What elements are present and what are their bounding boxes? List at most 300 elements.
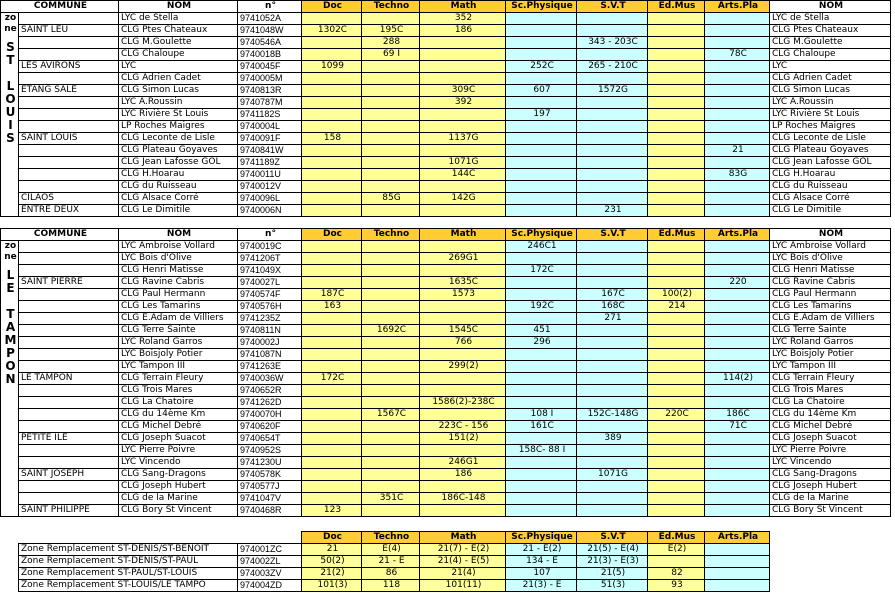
school-name-right-cell[interactable]: CLG Joseph Hubert bbox=[770, 481, 891, 493]
subject-value-cell[interactable] bbox=[705, 205, 770, 217]
subject-value-cell[interactable] bbox=[705, 544, 770, 556]
subject-value-cell[interactable]: 1567C bbox=[362, 409, 420, 421]
subject-value-cell[interactable] bbox=[705, 265, 770, 277]
subject-value-cell[interactable] bbox=[302, 385, 362, 397]
school-name-right-cell[interactable]: LP Roches Maigres bbox=[770, 121, 891, 133]
school-code-cell[interactable]: 9740096L bbox=[238, 193, 302, 205]
subject-value-cell[interactable] bbox=[362, 337, 420, 349]
subject-value-cell[interactable]: 351C bbox=[362, 493, 420, 505]
subject-value-cell[interactable] bbox=[506, 397, 577, 409]
subject-value-cell[interactable] bbox=[506, 253, 577, 265]
subject-value-cell[interactable] bbox=[705, 121, 770, 133]
school-name-cell[interactable]: CLG Ptes Chateaux bbox=[119, 25, 238, 37]
subject-value-cell[interactable] bbox=[302, 481, 362, 493]
commune-cell[interactable] bbox=[19, 157, 119, 169]
school-name-right-cell[interactable]: CLG Chaloupe bbox=[770, 49, 891, 61]
subject-value-cell[interactable] bbox=[577, 385, 648, 397]
subject-value-cell[interactable] bbox=[506, 13, 577, 25]
subject-value-cell[interactable] bbox=[705, 349, 770, 361]
subject-value-cell[interactable] bbox=[705, 325, 770, 337]
nom-right-header[interactable]: NOM bbox=[770, 229, 891, 241]
subject-value-cell[interactable] bbox=[302, 493, 362, 505]
subject-value-cell[interactable] bbox=[362, 85, 420, 97]
subject-value-cell[interactable] bbox=[648, 37, 705, 49]
subject-value-cell[interactable] bbox=[577, 181, 648, 193]
school-code-cell[interactable]: 9741189Z bbox=[238, 157, 302, 169]
school-code-cell[interactable]: 9740654T bbox=[238, 433, 302, 445]
subject-value-cell[interactable] bbox=[648, 97, 705, 109]
commune-cell[interactable] bbox=[19, 397, 119, 409]
subject-value-cell[interactable]: 172C bbox=[506, 265, 577, 277]
subject-value-cell[interactable]: 197 bbox=[506, 109, 577, 121]
subject-value-cell[interactable] bbox=[420, 481, 506, 493]
subject-value-cell[interactable]: 296 bbox=[506, 337, 577, 349]
school-code-cell[interactable]: 9740091F bbox=[238, 133, 302, 145]
subject-value-cell[interactable] bbox=[420, 49, 506, 61]
subject-value-cell[interactable]: 220C bbox=[648, 409, 705, 421]
commune-cell[interactable]: LE TAMPON bbox=[19, 373, 119, 385]
subject-value-cell[interactable]: 21 bbox=[705, 145, 770, 157]
subject-value-cell[interactable]: 389 bbox=[577, 433, 648, 445]
subject-value-cell[interactable] bbox=[648, 49, 705, 61]
commune-cell[interactable] bbox=[19, 301, 119, 313]
subject-value-cell[interactable] bbox=[506, 121, 577, 133]
subject-value-cell[interactable] bbox=[302, 277, 362, 289]
subject-value-cell[interactable]: 1137G bbox=[420, 133, 506, 145]
subject-value-cell[interactable] bbox=[302, 169, 362, 181]
subject-value-cell[interactable] bbox=[506, 157, 577, 169]
subject-value-cell[interactable] bbox=[302, 445, 362, 457]
subject-value-cell[interactable] bbox=[362, 373, 420, 385]
subject-value-cell[interactable] bbox=[302, 469, 362, 481]
subject-value-cell[interactable]: 1099 bbox=[302, 61, 362, 73]
subject-value-cell[interactable] bbox=[362, 421, 420, 433]
school-code-cell[interactable]: 9741047V bbox=[238, 493, 302, 505]
subject-value-cell[interactable] bbox=[420, 109, 506, 121]
subject-value-cell[interactable]: 83G bbox=[705, 169, 770, 181]
subject-value-cell[interactable] bbox=[506, 481, 577, 493]
subject-value-cell[interactable] bbox=[302, 325, 362, 337]
school-name-cell[interactable]: CLG Jean Lafosse GOL bbox=[119, 157, 238, 169]
school-code-cell[interactable]: 9740952S bbox=[238, 445, 302, 457]
subject-value-cell[interactable] bbox=[362, 241, 420, 253]
subject-value-cell[interactable] bbox=[577, 337, 648, 349]
commune-cell[interactable] bbox=[19, 73, 119, 85]
subject-value-cell[interactable]: 101(3) bbox=[302, 580, 362, 592]
subject-value-cell[interactable] bbox=[705, 361, 770, 373]
school-name-right-cell[interactable]: LYC Vincendo bbox=[770, 457, 891, 469]
school-name-right-cell[interactable]: CLG E.Adam de Villiers bbox=[770, 313, 891, 325]
subject-value-cell[interactable]: 1573 bbox=[420, 289, 506, 301]
commune-cell[interactable] bbox=[19, 181, 119, 193]
school-code-cell[interactable]: 9740011U bbox=[238, 169, 302, 181]
subject-value-cell[interactable] bbox=[648, 85, 705, 97]
school-code-cell[interactable]: 9740813R bbox=[238, 85, 302, 97]
subject-value-cell[interactable] bbox=[648, 397, 705, 409]
subject-value-cell[interactable] bbox=[705, 301, 770, 313]
commune-header[interactable]: COMMUNE bbox=[1, 1, 119, 13]
school-name-right-cell[interactable]: CLG Simon Lucas bbox=[770, 85, 891, 97]
school-name-right-cell[interactable]: CLG Le Dimitile bbox=[770, 205, 891, 217]
subject-value-cell[interactable] bbox=[362, 277, 420, 289]
subject-value-cell[interactable] bbox=[648, 445, 705, 457]
subject-value-cell[interactable] bbox=[362, 109, 420, 121]
subject-value-cell[interactable]: 21(3) - E(3) bbox=[577, 556, 648, 568]
subject-value-cell[interactable] bbox=[302, 397, 362, 409]
subject-value-cell[interactable] bbox=[506, 433, 577, 445]
subject-value-cell[interactable]: 158C- 88 I bbox=[506, 445, 577, 457]
subject-value-cell[interactable] bbox=[362, 397, 420, 409]
subject-value-cell[interactable]: 1572G bbox=[577, 85, 648, 97]
school-name-right-cell[interactable]: LYC Boisjoly Potier bbox=[770, 349, 891, 361]
subject-value-cell[interactable] bbox=[705, 61, 770, 73]
school-name-right-cell[interactable]: CLG Sang-Dragons bbox=[770, 469, 891, 481]
subject-value-cell[interactable] bbox=[648, 145, 705, 157]
commune-cell[interactable]: PETITE ILE bbox=[19, 433, 119, 445]
school-name-cell[interactable]: LYC Pierre Poivre bbox=[119, 445, 238, 457]
subject-header[interactable]: Sc.Physique bbox=[506, 532, 577, 544]
school-name-right-cell[interactable]: LYC Roland Garros bbox=[770, 337, 891, 349]
subject-value-cell[interactable]: 107 bbox=[506, 568, 577, 580]
subject-value-cell[interactable] bbox=[648, 385, 705, 397]
subject-header[interactable]: S.V.T bbox=[577, 1, 648, 13]
subject-value-cell[interactable]: 21(7) - E(2) bbox=[420, 544, 506, 556]
subject-value-cell[interactable]: 163 bbox=[302, 301, 362, 313]
subject-value-cell[interactable] bbox=[648, 433, 705, 445]
school-code-cell[interactable]: 9740027L bbox=[238, 277, 302, 289]
subject-value-cell[interactable]: 167C bbox=[577, 289, 648, 301]
school-name-right-cell[interactable]: CLG Trois Mares bbox=[770, 385, 891, 397]
school-name-cell[interactable]: CLG Leconte de Lisle bbox=[119, 133, 238, 145]
subject-value-cell[interactable]: 21 - E(2) bbox=[506, 544, 577, 556]
subject-value-cell[interactable] bbox=[506, 349, 577, 361]
subject-value-cell[interactable] bbox=[648, 349, 705, 361]
subject-value-cell[interactable] bbox=[506, 457, 577, 469]
subject-value-cell[interactable] bbox=[577, 481, 648, 493]
school-name-cell[interactable]: LYC Bois d'Olive bbox=[119, 253, 238, 265]
subject-value-cell[interactable]: 51(3) bbox=[577, 580, 648, 592]
school-name-cell[interactable]: LYC Ambroise Vollard bbox=[119, 241, 238, 253]
school-name-cell[interactable]: CLG Terre Sainte bbox=[119, 325, 238, 337]
commune-cell[interactable] bbox=[19, 37, 119, 49]
subject-value-cell[interactable] bbox=[362, 301, 420, 313]
subject-value-cell[interactable] bbox=[577, 133, 648, 145]
commune-cell[interactable]: ETANG SALE bbox=[19, 85, 119, 97]
subject-value-cell[interactable] bbox=[302, 37, 362, 49]
school-code-cell[interactable]: 9741263E bbox=[238, 361, 302, 373]
subject-value-cell[interactable] bbox=[302, 49, 362, 61]
subject-value-cell[interactable] bbox=[577, 361, 648, 373]
subject-value-cell[interactable] bbox=[362, 145, 420, 157]
school-code-cell[interactable]: 9740002J bbox=[238, 337, 302, 349]
subject-value-cell[interactable]: 21(4) bbox=[420, 568, 506, 580]
commune-cell[interactable] bbox=[19, 97, 119, 109]
school-name-right-cell[interactable]: CLG La Chatoire bbox=[770, 397, 891, 409]
subject-value-cell[interactable]: 246G1 bbox=[420, 457, 506, 469]
subject-value-cell[interactable]: 85G bbox=[362, 193, 420, 205]
subject-value-cell[interactable]: E(4) bbox=[362, 544, 420, 556]
subject-value-cell[interactable]: 118 bbox=[362, 580, 420, 592]
number-header[interactable]: n° bbox=[238, 1, 302, 13]
school-name-right-cell[interactable]: LYC bbox=[770, 61, 891, 73]
subject-value-cell[interactable] bbox=[648, 373, 705, 385]
subject-value-cell[interactable] bbox=[705, 469, 770, 481]
school-name-right-cell[interactable]: LYC de Stella bbox=[770, 13, 891, 25]
commune-cell[interactable] bbox=[19, 349, 119, 361]
school-code-cell[interactable]: 9741087N bbox=[238, 349, 302, 361]
school-name-cell[interactable]: LP Roches Maigres bbox=[119, 121, 238, 133]
school-name-cell[interactable]: CLG Chaloupe bbox=[119, 49, 238, 61]
school-code-cell[interactable]: 9740036W bbox=[238, 373, 302, 385]
school-name-right-cell[interactable]: LYC Pierre Poivre bbox=[770, 445, 891, 457]
subject-value-cell[interactable] bbox=[705, 85, 770, 97]
school-name-right-cell[interactable]: LYC Ambroise Vollard bbox=[770, 241, 891, 253]
subject-value-cell[interactable] bbox=[648, 205, 705, 217]
subject-value-cell[interactable] bbox=[302, 13, 362, 25]
commune-cell[interactable]: SAINT JOSEPH bbox=[19, 469, 119, 481]
subject-value-cell[interactable] bbox=[362, 133, 420, 145]
subject-value-cell[interactable] bbox=[420, 301, 506, 313]
subject-value-cell[interactable] bbox=[362, 73, 420, 85]
subject-value-cell[interactable]: 50(2) bbox=[302, 556, 362, 568]
subject-value-cell[interactable] bbox=[705, 568, 770, 580]
subject-value-cell[interactable] bbox=[362, 265, 420, 277]
school-name-cell[interactable]: CLG Henri Matisse bbox=[119, 265, 238, 277]
subject-header[interactable]: Doc bbox=[302, 229, 362, 241]
subject-header[interactable]: Ed.Mus bbox=[648, 532, 705, 544]
zone-label-cell[interactable]: Zone Remplacement ST-DENIS/ST-BENOIT bbox=[19, 544, 238, 556]
subject-value-cell[interactable] bbox=[577, 265, 648, 277]
subject-value-cell[interactable]: 101(11) bbox=[420, 580, 506, 592]
subject-value-cell[interactable] bbox=[362, 121, 420, 133]
subject-value-cell[interactable] bbox=[577, 25, 648, 37]
subject-value-cell[interactable]: 288 bbox=[362, 37, 420, 49]
school-name-right-cell[interactable]: CLG Terrain Fleury bbox=[770, 373, 891, 385]
school-name-cell[interactable]: CLG Adrien Cadet bbox=[119, 73, 238, 85]
subject-value-cell[interactable] bbox=[705, 493, 770, 505]
subject-value-cell[interactable] bbox=[420, 409, 506, 421]
subject-value-cell[interactable] bbox=[577, 445, 648, 457]
school-name-cell[interactable]: CLG E.Adam de Villiers bbox=[119, 313, 238, 325]
subject-value-cell[interactable] bbox=[420, 37, 506, 49]
subject-value-cell[interactable] bbox=[302, 253, 362, 265]
subject-value-cell[interactable] bbox=[362, 61, 420, 73]
subject-value-cell[interactable] bbox=[302, 421, 362, 433]
school-code-cell[interactable]: 9740577J bbox=[238, 481, 302, 493]
school-name-cell[interactable]: CLG Michel Debré bbox=[119, 421, 238, 433]
number-header[interactable]: n° bbox=[238, 229, 302, 241]
subject-value-cell[interactable] bbox=[420, 205, 506, 217]
subject-value-cell[interactable] bbox=[577, 193, 648, 205]
subject-header[interactable]: Doc bbox=[302, 532, 362, 544]
subject-value-cell[interactable] bbox=[705, 505, 770, 517]
subject-value-cell[interactable]: 246C1 bbox=[506, 241, 577, 253]
commune-cell[interactable]: ENTRE DEUX bbox=[19, 205, 119, 217]
school-code-cell[interactable]: 9740652R bbox=[238, 385, 302, 397]
commune-cell[interactable]: CILAOS bbox=[19, 193, 119, 205]
subject-value-cell[interactable] bbox=[362, 157, 420, 169]
subject-value-cell[interactable] bbox=[648, 157, 705, 169]
zone-label-cell[interactable]: Zone Remplacement ST-LOUIS/LE TAMPO bbox=[19, 580, 238, 592]
subject-value-cell[interactable] bbox=[302, 349, 362, 361]
subject-value-cell[interactable] bbox=[362, 205, 420, 217]
subject-header[interactable]: Arts.Pla bbox=[705, 229, 770, 241]
commune-cell[interactable] bbox=[19, 265, 119, 277]
school-code-cell[interactable]: 9740578K bbox=[238, 469, 302, 481]
subject-value-cell[interactable] bbox=[705, 133, 770, 145]
subject-value-cell[interactable]: 93 bbox=[648, 580, 705, 592]
school-code-cell[interactable]: 9741048W bbox=[238, 25, 302, 37]
subject-value-cell[interactable] bbox=[705, 289, 770, 301]
school-name-right-cell[interactable]: CLG M.Goulette bbox=[770, 37, 891, 49]
subject-value-cell[interactable] bbox=[705, 580, 770, 592]
subject-value-cell[interactable] bbox=[577, 169, 648, 181]
school-code-cell[interactable]: 9740576H bbox=[238, 301, 302, 313]
subject-value-cell[interactable] bbox=[302, 457, 362, 469]
subject-value-cell[interactable] bbox=[506, 505, 577, 517]
subject-value-cell[interactable] bbox=[302, 205, 362, 217]
school-name-cell[interactable]: LYC Tampon III bbox=[119, 361, 238, 373]
subject-value-cell[interactable]: 86 bbox=[362, 568, 420, 580]
school-name-right-cell[interactable]: CLG H.Hoarau bbox=[770, 169, 891, 181]
zone-label-cell[interactable]: Zone Remplacement ST-DENIS/ST-PAUL bbox=[19, 556, 238, 568]
subject-value-cell[interactable]: 108 I bbox=[506, 409, 577, 421]
school-name-cell[interactable]: CLG du Ruisseau bbox=[119, 181, 238, 193]
subject-header[interactable]: Techno bbox=[362, 532, 420, 544]
commune-cell[interactable] bbox=[19, 421, 119, 433]
subject-header[interactable]: Ed.Mus bbox=[648, 229, 705, 241]
school-name-right-cell[interactable]: CLG Henri Matisse bbox=[770, 265, 891, 277]
subject-value-cell[interactable]: E(2) bbox=[648, 544, 705, 556]
school-name-cell[interactable]: CLG H.Hoarau bbox=[119, 169, 238, 181]
school-name-right-cell[interactable]: CLG Jean Lafosse GOL bbox=[770, 157, 891, 169]
subject-value-cell[interactable]: 78C bbox=[705, 49, 770, 61]
school-name-right-cell[interactable]: CLG Alsace Corré bbox=[770, 193, 891, 205]
commune-cell[interactable]: SAINT PIERRE bbox=[19, 277, 119, 289]
school-name-right-cell[interactable]: CLG Bory St Vincent bbox=[770, 505, 891, 517]
subject-value-cell[interactable] bbox=[420, 181, 506, 193]
subject-value-cell[interactable] bbox=[648, 133, 705, 145]
subject-value-cell[interactable]: 1545C bbox=[420, 325, 506, 337]
subject-value-cell[interactable] bbox=[506, 205, 577, 217]
subject-value-cell[interactable] bbox=[506, 493, 577, 505]
school-code-cell[interactable]: 9741235Z bbox=[238, 313, 302, 325]
school-name-cell[interactable]: LYC Rivière St Louis bbox=[119, 109, 238, 121]
school-code-cell[interactable]: 9741206T bbox=[238, 253, 302, 265]
subject-value-cell[interactable] bbox=[705, 193, 770, 205]
school-name-cell[interactable]: LYC Roland Garros bbox=[119, 337, 238, 349]
subject-value-cell[interactable]: 231 bbox=[577, 205, 648, 217]
subject-value-cell[interactable] bbox=[705, 37, 770, 49]
school-name-cell[interactable]: LYC A.Roussin bbox=[119, 97, 238, 109]
subject-value-cell[interactable] bbox=[648, 313, 705, 325]
subject-value-cell[interactable] bbox=[577, 349, 648, 361]
commune-cell[interactable] bbox=[19, 493, 119, 505]
subject-value-cell[interactable] bbox=[302, 109, 362, 121]
subject-value-cell[interactable] bbox=[705, 337, 770, 349]
school-name-right-cell[interactable]: CLG Terre Sainte bbox=[770, 325, 891, 337]
school-name-right-cell[interactable]: CLG Paul Hermann bbox=[770, 289, 891, 301]
school-code-cell[interactable]: 9740018B bbox=[238, 49, 302, 61]
subject-value-cell[interactable]: 186 bbox=[420, 25, 506, 37]
commune-cell[interactable] bbox=[19, 241, 119, 253]
subject-value-cell[interactable]: 195C bbox=[362, 25, 420, 37]
subject-value-cell[interactable] bbox=[648, 265, 705, 277]
subject-value-cell[interactable]: 192C bbox=[506, 301, 577, 313]
school-name-cell[interactable]: CLG Sang-Dragons bbox=[119, 469, 238, 481]
subject-value-cell[interactable]: 21(3) - E bbox=[506, 580, 577, 592]
subject-value-cell[interactable] bbox=[648, 73, 705, 85]
school-code-cell[interactable]: 9740012V bbox=[238, 181, 302, 193]
subject-value-cell[interactable] bbox=[420, 61, 506, 73]
school-name-cell[interactable]: CLG Simon Lucas bbox=[119, 85, 238, 97]
commune-cell[interactable] bbox=[19, 13, 119, 25]
subject-value-cell[interactable] bbox=[362, 313, 420, 325]
school-name-right-cell[interactable]: CLG Ptes Chateaux bbox=[770, 25, 891, 37]
subject-value-cell[interactable]: 223C - 156 bbox=[420, 421, 506, 433]
subject-value-cell[interactable]: 71C bbox=[705, 421, 770, 433]
subject-value-cell[interactable] bbox=[302, 337, 362, 349]
school-name-right-cell[interactable]: LYC Bois d'Olive bbox=[770, 253, 891, 265]
subject-header[interactable]: Math bbox=[420, 1, 506, 13]
zone-code-cell[interactable]: 974002ZL bbox=[238, 556, 302, 568]
subject-value-cell[interactable]: 186 bbox=[420, 469, 506, 481]
subject-value-cell[interactable] bbox=[648, 556, 705, 568]
subject-value-cell[interactable] bbox=[420, 373, 506, 385]
subject-value-cell[interactable] bbox=[302, 361, 362, 373]
subject-value-cell[interactable]: 451 bbox=[506, 325, 577, 337]
subject-value-cell[interactable] bbox=[506, 361, 577, 373]
subject-value-cell[interactable] bbox=[506, 73, 577, 85]
subject-value-cell[interactable] bbox=[362, 469, 420, 481]
subject-value-cell[interactable] bbox=[577, 73, 648, 85]
subject-value-cell[interactable] bbox=[302, 73, 362, 85]
subject-value-cell[interactable] bbox=[648, 61, 705, 73]
commune-cell[interactable] bbox=[19, 445, 119, 457]
school-name-cell[interactable]: CLG Terrain Fleury bbox=[119, 373, 238, 385]
subject-value-cell[interactable]: 134 - E bbox=[506, 556, 577, 568]
subject-value-cell[interactable]: 69 I bbox=[362, 49, 420, 61]
subject-value-cell[interactable] bbox=[420, 265, 506, 277]
school-name-right-cell[interactable]: CLG Adrien Cadet bbox=[770, 73, 891, 85]
zone-code-cell[interactable]: 974001ZC bbox=[238, 544, 302, 556]
commune-cell[interactable] bbox=[19, 109, 119, 121]
subject-value-cell[interactable]: 21 bbox=[302, 544, 362, 556]
subject-value-cell[interactable] bbox=[302, 181, 362, 193]
subject-value-cell[interactable] bbox=[648, 481, 705, 493]
subject-value-cell[interactable] bbox=[420, 385, 506, 397]
subject-value-cell[interactable]: 187C bbox=[302, 289, 362, 301]
school-name-cell[interactable]: CLG M.Goulette bbox=[119, 37, 238, 49]
commune-cell[interactable] bbox=[19, 145, 119, 157]
school-name-cell[interactable]: CLG Bory St Vincent bbox=[119, 505, 238, 517]
subject-value-cell[interactable] bbox=[362, 97, 420, 109]
school-code-cell[interactable]: 9741049X bbox=[238, 265, 302, 277]
school-name-right-cell[interactable]: CLG Leconte de Lisle bbox=[770, 133, 891, 145]
subject-value-cell[interactable] bbox=[648, 193, 705, 205]
subject-value-cell[interactable]: 1635C bbox=[420, 277, 506, 289]
subject-header[interactable]: Sc.Physique bbox=[506, 229, 577, 241]
subject-value-cell[interactable] bbox=[577, 421, 648, 433]
subject-value-cell[interactable]: 100(2) bbox=[648, 289, 705, 301]
subject-value-cell[interactable] bbox=[648, 25, 705, 37]
subject-value-cell[interactable] bbox=[705, 97, 770, 109]
subject-value-cell[interactable] bbox=[506, 277, 577, 289]
commune-cell[interactable] bbox=[19, 313, 119, 325]
school-name-cell[interactable]: LYC Vincendo bbox=[119, 457, 238, 469]
subject-header[interactable]: Ed.Mus bbox=[648, 1, 705, 13]
subject-value-cell[interactable] bbox=[648, 181, 705, 193]
